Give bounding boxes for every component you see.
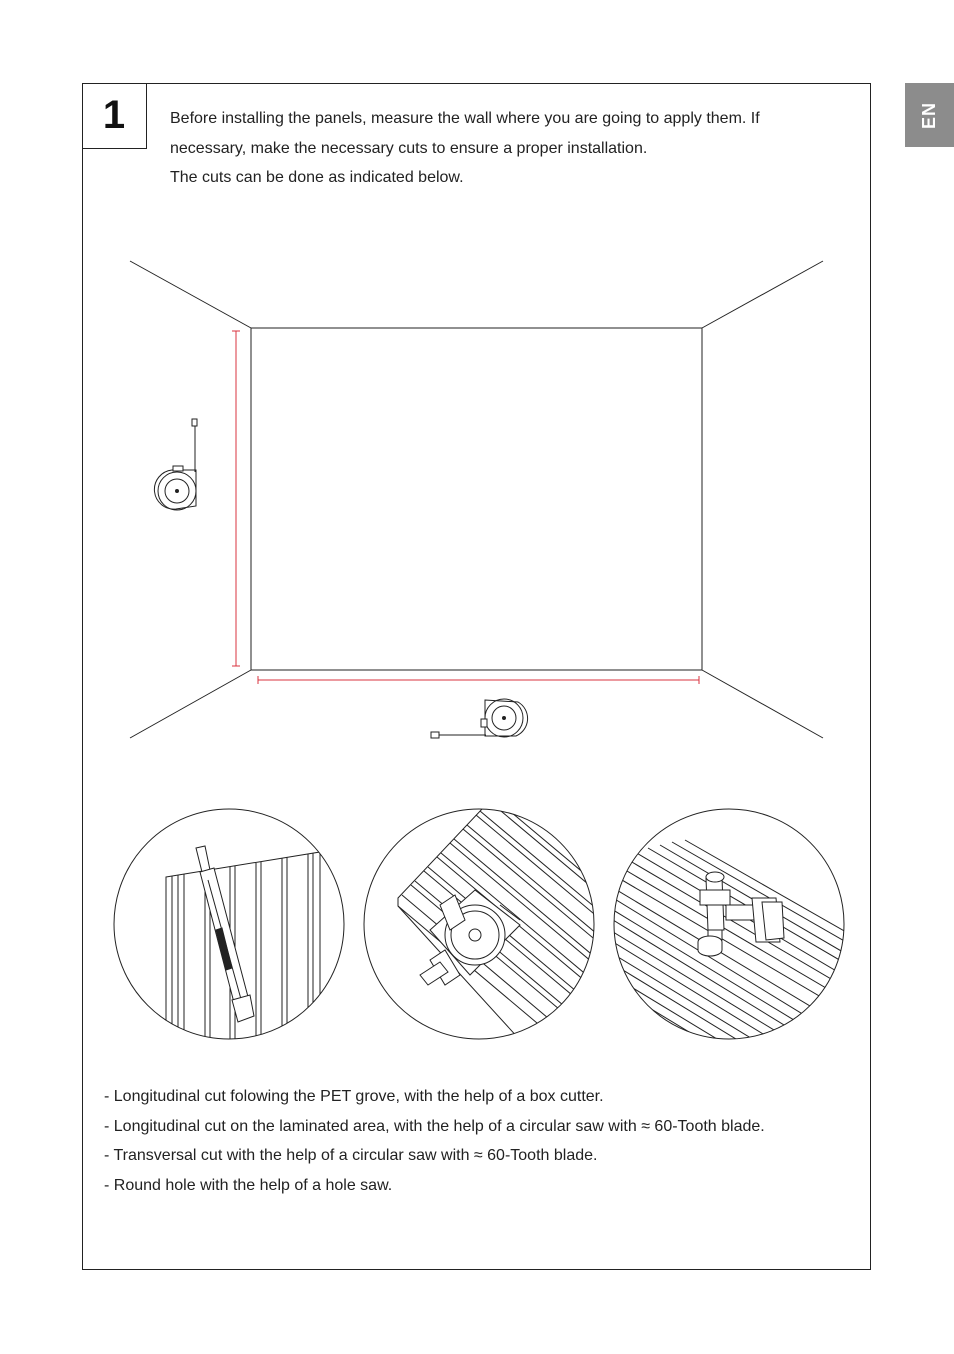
- note-item: - Longitudinal cut on the laminated area, with the help of a circular saw with ≈ 60-Tooth blade.: [104, 1117, 765, 1135]
- floor-edge-right: [702, 670, 823, 738]
- tape-measure-icon: [154, 419, 197, 510]
- tape-measure-icon: [431, 699, 528, 738]
- note-item: - Transversal cut with the help of a circular saw with ≈ 60-Tooth blade.: [104, 1147, 598, 1164]
- floor-edge-left: [130, 670, 251, 738]
- language-tab-label: EN: [918, 101, 939, 129]
- note-item: - Longitudinal cut folowing the PET grove, with the help of a box cutter.: [104, 1088, 604, 1105]
- intro-line: Before installing the panels, measure the wall where you are going to apply them. If: [170, 110, 760, 127]
- hole-saw-illustration: [600, 809, 860, 1078]
- wall-rectangle: [251, 328, 702, 670]
- height-measure-line: [232, 331, 240, 666]
- box-cutter-illustration: [114, 809, 344, 1060]
- width-measure-line: [258, 676, 699, 684]
- circular-saw-illustration: [364, 787, 681, 1055]
- intro-line: The cuts can be done as indicated below.: [170, 169, 464, 186]
- cut-notes: [104, 1082, 864, 1200]
- step-number-label: 1: [102, 93, 126, 137]
- note-item: - Round hole with the help of a hole saw.: [104, 1176, 393, 1194]
- ceiling-edge-right: [702, 261, 823, 328]
- ceiling-edge-left: [130, 261, 251, 328]
- intro-line: necessary, make the necessary cuts to ensure a proper installation.: [170, 139, 648, 157]
